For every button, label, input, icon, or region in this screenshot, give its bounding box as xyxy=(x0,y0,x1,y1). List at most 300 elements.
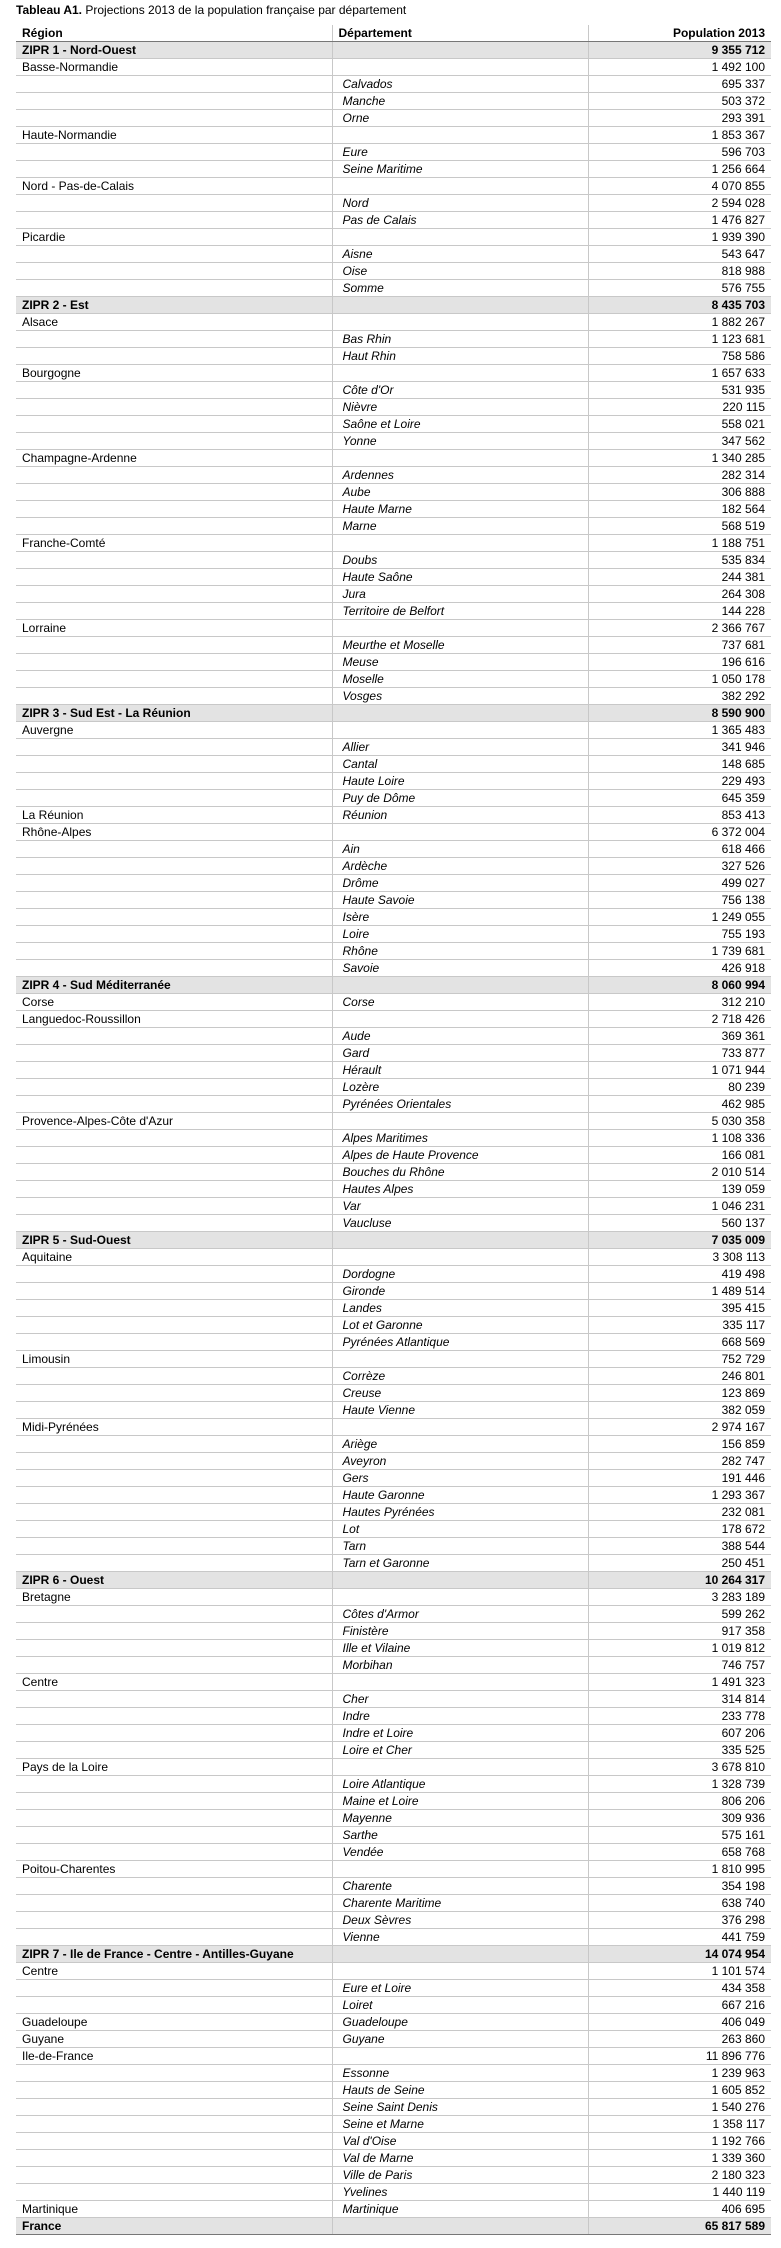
department-row xyxy=(16,1300,771,1317)
region-cell: Lorraine xyxy=(16,620,332,637)
population-cell: 560 137 xyxy=(588,1215,771,1232)
region-cell: Languedoc-Roussillon xyxy=(16,1011,332,1028)
department-row xyxy=(16,773,771,790)
department-cell xyxy=(332,1589,588,1606)
population-cell: 246 801 xyxy=(588,1368,771,1385)
population-cell: 1 605 852 xyxy=(588,2082,771,2099)
department-row xyxy=(16,1402,771,1419)
department-row xyxy=(16,467,771,484)
region-cell xyxy=(16,1640,332,1657)
department-cell: Var xyxy=(332,1198,588,1215)
department-row xyxy=(16,1198,771,1215)
population-cell: 282 314 xyxy=(588,467,771,484)
population-cell: 264 308 xyxy=(588,586,771,603)
table-title-label: Tableau A1. xyxy=(16,3,83,17)
region-cell xyxy=(16,1895,332,1912)
department-row xyxy=(16,1283,771,1300)
population-cell: 1 050 178 xyxy=(588,671,771,688)
department-cell: Somme xyxy=(332,280,588,297)
population-cell: 263 860 xyxy=(588,2031,771,2048)
region-cell: Alsace xyxy=(16,314,332,331)
department-cell: Haute Marne xyxy=(332,501,588,518)
department-cell: Mayenne xyxy=(332,1810,588,1827)
population-cell: 1 440 119 xyxy=(588,2184,771,2201)
department-cell: Territoire de Belfort xyxy=(332,603,588,620)
department-cell: Ille et Vilaine xyxy=(332,1640,588,1657)
population-cell: 382 292 xyxy=(588,688,771,705)
region-cell xyxy=(16,603,332,620)
region-cell: ZIPR 3 - Sud Est - La Réunion xyxy=(16,705,332,722)
department-row xyxy=(16,1266,771,1283)
department-cell: Loire et Cher xyxy=(332,1742,588,1759)
region-cell xyxy=(16,1844,332,1861)
population-cell: 148 685 xyxy=(588,756,771,773)
department-cell: Seine Saint Denis xyxy=(332,2099,588,2116)
population-cell: 535 834 xyxy=(588,552,771,569)
region-cell xyxy=(16,1300,332,1317)
department-cell xyxy=(332,2218,588,2235)
department-row xyxy=(16,1793,771,1810)
department-row xyxy=(16,212,771,229)
population-cell: 441 759 xyxy=(588,1929,771,1946)
department-cell: Finistère xyxy=(332,1623,588,1640)
population-cell: 1 123 681 xyxy=(588,331,771,348)
region-cell xyxy=(16,875,332,892)
population-cell: 1 492 100 xyxy=(588,59,771,76)
population-cell: 3 283 189 xyxy=(588,1589,771,1606)
region-cell xyxy=(16,1776,332,1793)
department-cell: Ardèche xyxy=(332,858,588,875)
department-cell: Calvados xyxy=(332,76,588,93)
department-row xyxy=(16,1453,771,1470)
population-cell: 309 936 xyxy=(588,1810,771,1827)
population-cell: 1 358 117 xyxy=(588,2116,771,2133)
department-row xyxy=(16,161,771,178)
department-row xyxy=(16,586,771,603)
population-cell: 1 249 055 xyxy=(588,909,771,926)
population-cell: 758 586 xyxy=(588,348,771,365)
department-cell: Oise xyxy=(332,263,588,280)
department-cell: Gard xyxy=(332,1045,588,1062)
population-cell: 6 372 004 xyxy=(588,824,771,841)
department-row xyxy=(16,1555,771,1572)
population-cell: 806 206 xyxy=(588,1793,771,1810)
population-cell: 419 498 xyxy=(588,1266,771,1283)
department-cell: Val de Marne xyxy=(332,2150,588,2167)
header-row xyxy=(16,25,771,42)
population-cell: 1 339 360 xyxy=(588,2150,771,2167)
region-row xyxy=(16,314,771,331)
region-cell: Champagne-Ardenne xyxy=(16,450,332,467)
population-cell: 8 435 703 xyxy=(588,297,771,314)
population-cell: 3 308 113 xyxy=(588,1249,771,1266)
department-row xyxy=(16,2150,771,2167)
department-cell: Ain xyxy=(332,841,588,858)
department-row xyxy=(16,1130,771,1147)
department-row xyxy=(16,1045,771,1062)
department-cell: Cher xyxy=(332,1691,588,1708)
population-cell: 543 647 xyxy=(588,246,771,263)
region-cell xyxy=(16,943,332,960)
department-cell xyxy=(332,977,588,994)
department-cell xyxy=(332,59,588,76)
population-cell: 1 340 285 xyxy=(588,450,771,467)
population-cell: 1 810 995 xyxy=(588,1861,771,1878)
department-cell: Isère xyxy=(332,909,588,926)
department-cell: Lot xyxy=(332,1521,588,1538)
department-cell: Val d'Oise xyxy=(332,2133,588,2150)
department-cell: Seine Maritime xyxy=(332,161,588,178)
region-cell xyxy=(16,76,332,93)
department-row xyxy=(16,756,771,773)
region-row xyxy=(16,2201,771,2218)
header-population: Population 2013 xyxy=(588,25,771,42)
department-cell xyxy=(332,1011,588,1028)
region-cell xyxy=(16,773,332,790)
region-cell: Picardie xyxy=(16,229,332,246)
department-row xyxy=(16,1470,771,1487)
population-cell: 917 358 xyxy=(588,1623,771,1640)
department-cell xyxy=(332,1946,588,1963)
population-cell: 1 328 739 xyxy=(588,1776,771,1793)
department-row xyxy=(16,1317,771,1334)
department-row xyxy=(16,688,771,705)
population-cell: 2 010 514 xyxy=(588,1164,771,1181)
department-row xyxy=(16,1895,771,1912)
population-cell: 695 337 xyxy=(588,76,771,93)
region-cell: Poitou-Charentes xyxy=(16,1861,332,1878)
region-cell xyxy=(16,1912,332,1929)
department-row xyxy=(16,1096,771,1113)
region-cell xyxy=(16,433,332,450)
population-cell: 531 935 xyxy=(588,382,771,399)
department-row xyxy=(16,1708,771,1725)
region-cell xyxy=(16,399,332,416)
region-cell: Ile-de-France xyxy=(16,2048,332,2065)
department-cell: Loire xyxy=(332,926,588,943)
population-cell: 178 672 xyxy=(588,1521,771,1538)
population-cell: 1 256 664 xyxy=(588,161,771,178)
region-cell xyxy=(16,1096,332,1113)
department-cell xyxy=(332,1113,588,1130)
region-cell xyxy=(16,671,332,688)
region-row xyxy=(16,229,771,246)
region-cell xyxy=(16,1623,332,1640)
population-cell: 5 030 358 xyxy=(588,1113,771,1130)
population-cell: 182 564 xyxy=(588,501,771,518)
department-cell: Loire Atlantique xyxy=(332,1776,588,1793)
department-cell: Deux Sèvres xyxy=(332,1912,588,1929)
region-cell xyxy=(16,348,332,365)
department-row xyxy=(16,484,771,501)
department-cell: Meurthe et Moselle xyxy=(332,637,588,654)
population-cell: 596 703 xyxy=(588,144,771,161)
department-cell: Guyane xyxy=(332,2031,588,2048)
table-title-text: Projections 2013 de la population française par département xyxy=(82,3,407,17)
department-cell xyxy=(332,620,588,637)
department-cell xyxy=(332,1861,588,1878)
population-cell: 156 859 xyxy=(588,1436,771,1453)
department-cell: Ardennes xyxy=(332,467,588,484)
department-row xyxy=(16,1079,771,1096)
zipr-row xyxy=(16,1946,771,1963)
population-cell: 395 415 xyxy=(588,1300,771,1317)
region-row xyxy=(16,1674,771,1691)
department-cell: Côte d'Or xyxy=(332,382,588,399)
region-cell xyxy=(16,1198,332,1215)
department-cell xyxy=(332,1674,588,1691)
department-cell: Vendée xyxy=(332,1844,588,1861)
region-cell xyxy=(16,2099,332,2116)
region-cell: Pays de la Loire xyxy=(16,1759,332,1776)
department-row xyxy=(16,671,771,688)
department-row xyxy=(16,1538,771,1555)
department-cell: Dordogne xyxy=(332,1266,588,1283)
department-cell: Moselle xyxy=(332,671,588,688)
population-cell: 2 594 028 xyxy=(588,195,771,212)
department-cell: Hauts de Seine xyxy=(332,2082,588,2099)
region-cell xyxy=(16,1453,332,1470)
region-cell xyxy=(16,892,332,909)
department-cell xyxy=(332,1419,588,1436)
department-cell: Haute Garonne xyxy=(332,1487,588,1504)
department-row xyxy=(16,1997,771,2014)
region-cell xyxy=(16,2150,332,2167)
department-cell: Marne xyxy=(332,518,588,535)
department-cell xyxy=(332,2048,588,2065)
region-cell xyxy=(16,688,332,705)
region-row xyxy=(16,1963,771,1980)
population-cell: 818 988 xyxy=(588,263,771,280)
department-row xyxy=(16,195,771,212)
region-cell xyxy=(16,1827,332,1844)
region-cell xyxy=(16,1929,332,1946)
department-row xyxy=(16,1810,771,1827)
department-row xyxy=(16,909,771,926)
population-cell: 388 544 xyxy=(588,1538,771,1555)
region-cell xyxy=(16,1283,332,1300)
population-cell: 1 739 681 xyxy=(588,943,771,960)
department-cell: Jura xyxy=(332,586,588,603)
population-cell: 755 193 xyxy=(588,926,771,943)
department-cell: Indre xyxy=(332,1708,588,1725)
population-cell: 1 476 827 xyxy=(588,212,771,229)
header-departement: Département xyxy=(332,25,588,42)
department-cell: Hautes Alpes xyxy=(332,1181,588,1198)
department-cell xyxy=(332,1963,588,1980)
zipr-row xyxy=(16,42,771,59)
region-cell xyxy=(16,1334,332,1351)
region-cell xyxy=(16,1538,332,1555)
region-cell xyxy=(16,1487,332,1504)
population-cell: 144 228 xyxy=(588,603,771,620)
region-cell xyxy=(16,246,332,263)
department-cell: Indre et Loire xyxy=(332,1725,588,1742)
department-cell: Tarn xyxy=(332,1538,588,1555)
zipr-row xyxy=(16,977,771,994)
department-row xyxy=(16,2099,771,2116)
department-row xyxy=(16,2167,771,2184)
region-cell xyxy=(16,1028,332,1045)
region-cell xyxy=(16,2133,332,2150)
population-cell: 306 888 xyxy=(588,484,771,501)
department-row xyxy=(16,2065,771,2082)
department-row xyxy=(16,1436,771,1453)
region-cell: Basse-Normandie xyxy=(16,59,332,76)
region-cell xyxy=(16,1742,332,1759)
department-cell: Guadeloupe xyxy=(332,2014,588,2031)
department-row xyxy=(16,1521,771,1538)
department-cell: Orne xyxy=(332,110,588,127)
department-cell xyxy=(332,365,588,382)
population-cell: 462 985 xyxy=(588,1096,771,1113)
department-cell: Sarthe xyxy=(332,1827,588,1844)
region-row xyxy=(16,1113,771,1130)
department-cell xyxy=(332,1351,588,1368)
department-row xyxy=(16,858,771,875)
region-row xyxy=(16,127,771,144)
population-cell: 1 882 267 xyxy=(588,314,771,331)
department-cell: Pyrénées Atlantique xyxy=(332,1334,588,1351)
region-row xyxy=(16,722,771,739)
department-cell xyxy=(332,450,588,467)
population-cell: 618 466 xyxy=(588,841,771,858)
department-row xyxy=(16,841,771,858)
population-cell: 558 021 xyxy=(588,416,771,433)
department-cell: Cantal xyxy=(332,756,588,773)
department-cell: Yonne xyxy=(332,433,588,450)
population-cell: 1 071 944 xyxy=(588,1062,771,1079)
department-cell: Seine et Marne xyxy=(332,2116,588,2133)
department-row xyxy=(16,1606,771,1623)
department-row xyxy=(16,1980,771,1997)
department-row xyxy=(16,1334,771,1351)
population-cell: 1 657 633 xyxy=(588,365,771,382)
region-row xyxy=(16,2014,771,2031)
population-cell: 434 358 xyxy=(588,1980,771,1997)
department-cell: Essonne xyxy=(332,2065,588,2082)
population-cell: 752 729 xyxy=(588,1351,771,1368)
region-cell xyxy=(16,1181,332,1198)
department-cell: Haute Loire xyxy=(332,773,588,790)
department-cell: Charente Maritime xyxy=(332,1895,588,1912)
department-cell: Lozère xyxy=(332,1079,588,1096)
population-cell: 645 359 xyxy=(588,790,771,807)
department-cell: Hautes Pyrénées xyxy=(332,1504,588,1521)
department-cell: Lot et Garonne xyxy=(332,1317,588,1334)
department-cell: Ariège xyxy=(332,1436,588,1453)
population-cell: 568 519 xyxy=(588,518,771,535)
department-cell xyxy=(332,1249,588,1266)
department-row xyxy=(16,263,771,280)
region-cell: Haute-Normandie xyxy=(16,127,332,144)
region-cell xyxy=(16,552,332,569)
region-cell xyxy=(16,1436,332,1453)
region-row xyxy=(16,807,771,824)
region-cell: Nord - Pas-de-Calais xyxy=(16,178,332,195)
population-cell: 335 117 xyxy=(588,1317,771,1334)
department-row xyxy=(16,637,771,654)
population-cell: 282 747 xyxy=(588,1453,771,1470)
department-cell: Alpes de Haute Provence xyxy=(332,1147,588,1164)
population-cell: 1 939 390 xyxy=(588,229,771,246)
region-cell xyxy=(16,2082,332,2099)
region-cell xyxy=(16,195,332,212)
department-cell: Puy de Dôme xyxy=(332,790,588,807)
department-row xyxy=(16,960,771,977)
region-row xyxy=(16,450,771,467)
region-cell xyxy=(16,1997,332,2014)
population-cell: 746 757 xyxy=(588,1657,771,1674)
region-cell xyxy=(16,1657,332,1674)
department-cell xyxy=(332,1572,588,1589)
population-cell: 853 413 xyxy=(588,807,771,824)
department-row xyxy=(16,110,771,127)
population-cell: 14 074 954 xyxy=(588,1946,771,1963)
population-cell: 406 695 xyxy=(588,2201,771,2218)
department-row xyxy=(16,654,771,671)
department-row xyxy=(16,1147,771,1164)
region-cell: Bourgogne xyxy=(16,365,332,382)
region-cell xyxy=(16,1980,332,1997)
population-cell: 1 365 483 xyxy=(588,722,771,739)
department-row xyxy=(16,1504,771,1521)
region-cell xyxy=(16,586,332,603)
region-row xyxy=(16,1011,771,1028)
region-cell xyxy=(16,518,332,535)
table-title xyxy=(16,2,406,18)
department-row xyxy=(16,1623,771,1640)
region-cell xyxy=(16,110,332,127)
department-cell xyxy=(332,824,588,841)
department-row xyxy=(16,875,771,892)
department-cell: Haute Savoie xyxy=(332,892,588,909)
population-cell: 314 814 xyxy=(588,1691,771,1708)
department-cell: Côtes d'Armor xyxy=(332,1606,588,1623)
region-cell xyxy=(16,280,332,297)
department-cell xyxy=(332,705,588,722)
region-cell xyxy=(16,382,332,399)
region-cell xyxy=(16,1470,332,1487)
department-row xyxy=(16,382,771,399)
header-region: Région xyxy=(16,25,332,42)
population-cell: 1 853 367 xyxy=(588,127,771,144)
population-cell: 1 540 276 xyxy=(588,2099,771,2116)
population-cell: 1 239 963 xyxy=(588,2065,771,2082)
region-cell xyxy=(16,1368,332,1385)
department-cell: Haute Saône xyxy=(332,569,588,586)
region-cell xyxy=(16,1130,332,1147)
population-cell: 220 115 xyxy=(588,399,771,416)
population-cell: 1 489 514 xyxy=(588,1283,771,1300)
region-cell xyxy=(16,331,332,348)
department-row xyxy=(16,1742,771,1759)
population-cell: 1 108 336 xyxy=(588,1130,771,1147)
region-row xyxy=(16,1589,771,1606)
region-cell xyxy=(16,1708,332,1725)
department-row xyxy=(16,892,771,909)
population-cell: 341 946 xyxy=(588,739,771,756)
region-cell xyxy=(16,1385,332,1402)
region-cell xyxy=(16,1725,332,1742)
region-row xyxy=(16,2048,771,2065)
department-cell xyxy=(332,42,588,59)
population-cell: 139 059 xyxy=(588,1181,771,1198)
population-cell: 166 081 xyxy=(588,1147,771,1164)
department-row xyxy=(16,2184,771,2201)
region-row xyxy=(16,1759,771,1776)
region-cell xyxy=(16,1606,332,1623)
